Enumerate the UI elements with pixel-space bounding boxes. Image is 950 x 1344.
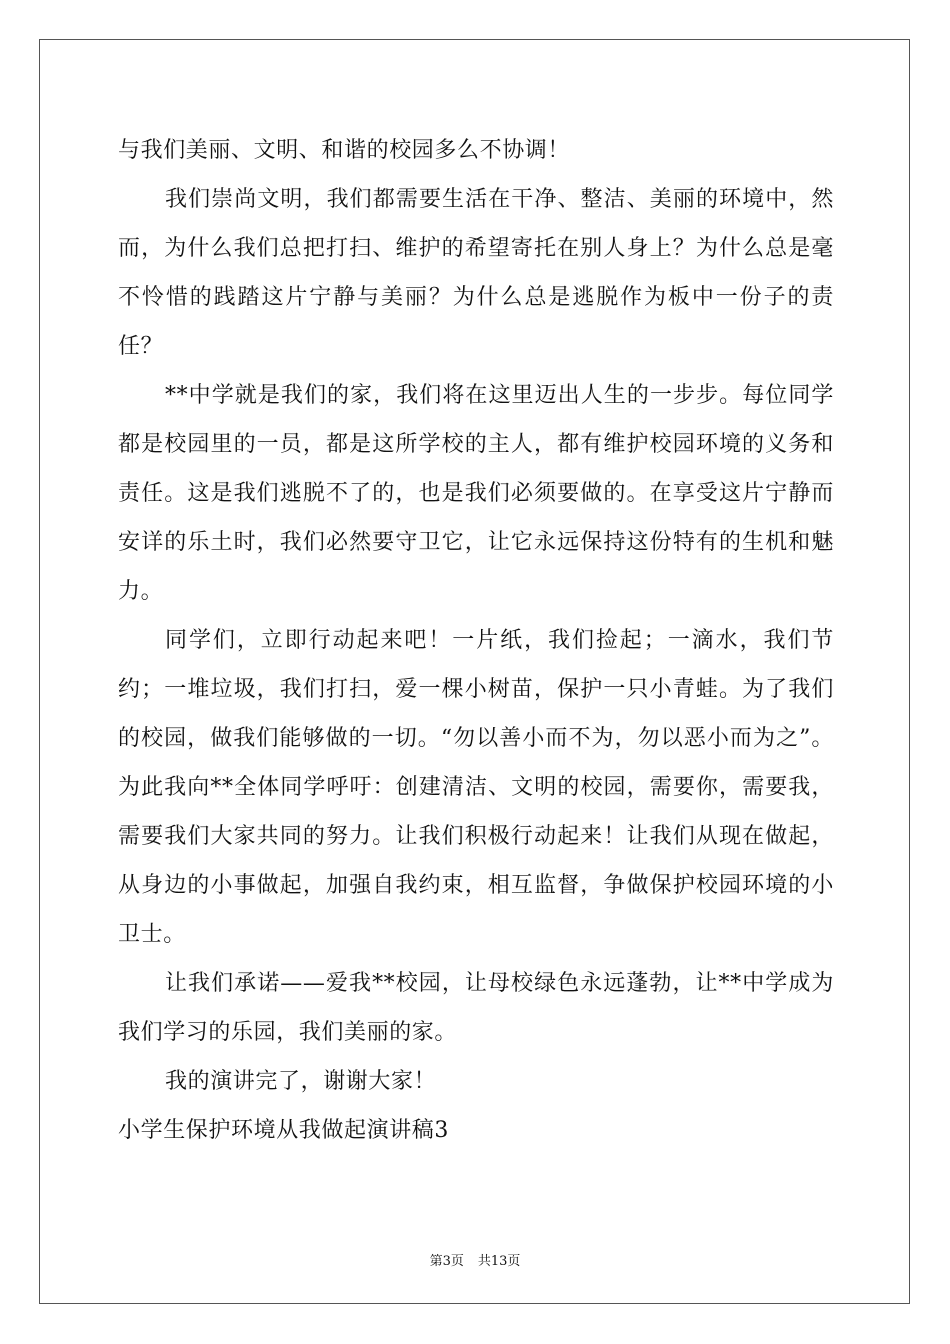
paragraph-2: 我们崇尚文明，我们都需要生活在干净、整洁、美丽的环境中，然而，为什么我们总把打扫、维护的希望寄托在别人身上？为什么总是毫不怜惜的践踏这片宁静与美丽？为什么总是逃脱作为板中一份子的责任？	[118, 187, 834, 359]
page-footer	[0, 1250, 950, 1269]
paragraph-6: 我的演讲完了，谢谢大家！	[165, 1069, 437, 1094]
paragraph-5: 让我们承诺——爱我**校园，让母校绿色永远蓬勃，让**中学成为我们学习的乐园，我们美丽的家。	[118, 971, 834, 1045]
paragraph-1: 与我们美丽、文明、和谐的校园多么不协调！	[118, 138, 571, 163]
section-heading: 小学生保护环境从我做起演讲稿3	[118, 1118, 449, 1143]
paragraph-4: 同学们，立即行动起来吧！一片纸，我们捡起；一滴水，我们节约；一堆垃圾，我们打扫，爱一棵小树苗，保护一只小青蛙。为了我们的校园，做我们能够做的一切。“勿以善小而不为，勿以恶小而为之”。为此我向**全体同学呼吁：创建清洁、文明的校园，需要你，需要我，需要我们大家共同的努力。让我们积极行动起来！让我们从现在做起，从身边的小事做起，加强自我约束，相互监督，争做保护校园环境的小卫士。	[118, 628, 834, 947]
page-number: 第3页	[429, 1254, 464, 1269]
document-body	[118, 126, 834, 1155]
page-total: 共13页	[477, 1254, 521, 1269]
paragraph-3: **中学就是我们的家，我们将在这里迈出人生的一步步。每位同学都是校园里的一员，都是这所学校的主人，都有维护校园环境的义务和责任。这是我们逃脱不了的，也是我们必须要做的。在享受这片宁静而安详的乐土时，我们必然要守卫它，让它永远保持这份特有的生机和魅力。	[118, 383, 834, 604]
